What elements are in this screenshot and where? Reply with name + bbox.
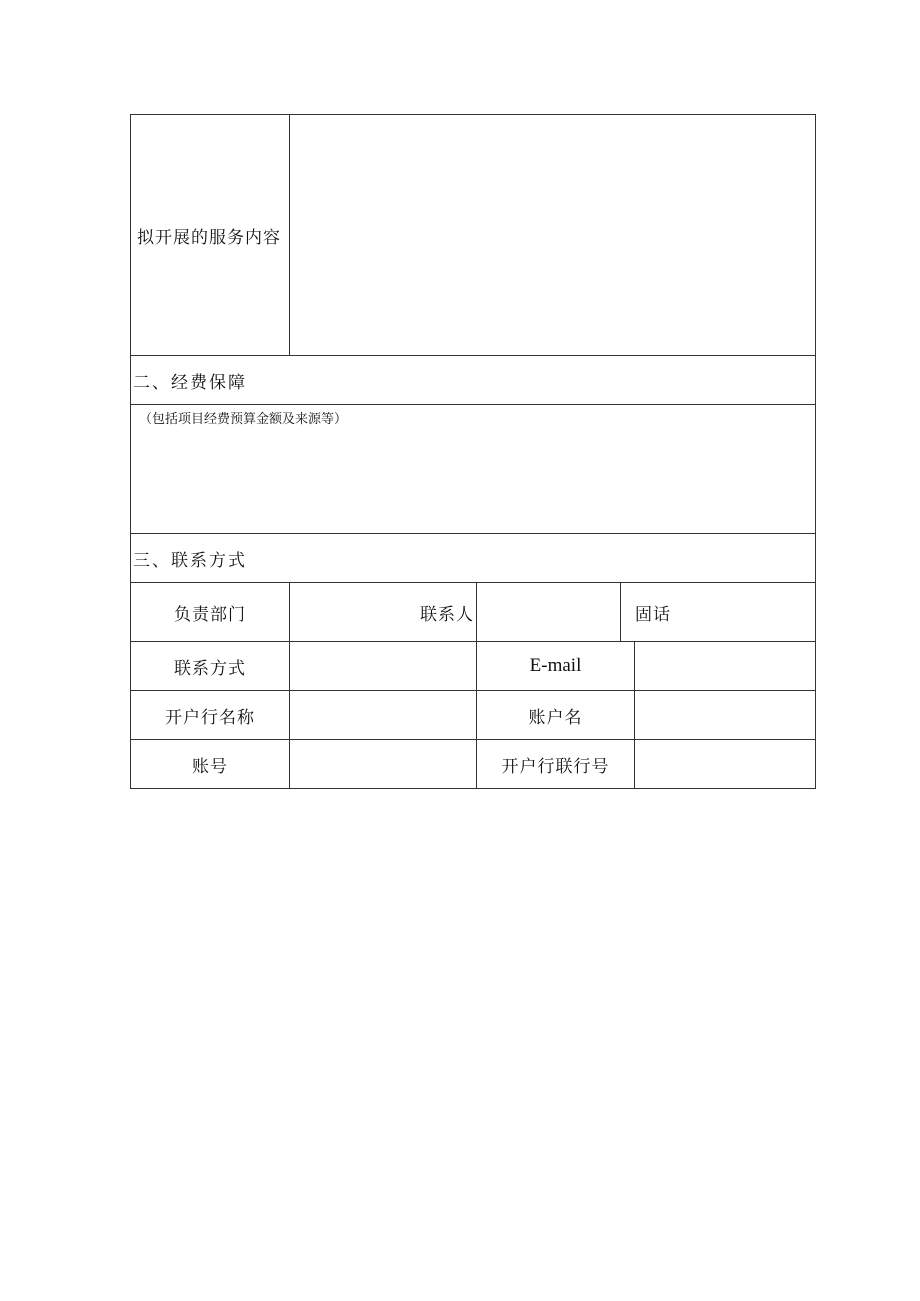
email-field[interactable] bbox=[635, 642, 816, 691]
account-name-label: 账户名 bbox=[477, 691, 635, 740]
contact-section-title: 三、联系方式 bbox=[131, 534, 816, 583]
contact-person-label: 联系人 bbox=[290, 583, 477, 642]
contact-person-field[interactable] bbox=[477, 583, 621, 642]
application-form-table bbox=[130, 114, 816, 789]
email-label: E-mail bbox=[477, 642, 635, 691]
landline-label bbox=[621, 583, 816, 642]
contact-row-4 bbox=[131, 740, 816, 789]
bank-code-field[interactable] bbox=[635, 740, 816, 789]
account-name-field[interactable] bbox=[635, 691, 816, 740]
landline-label-text: 固话 bbox=[635, 604, 671, 625]
contact-method-field[interactable] bbox=[290, 642, 477, 691]
account-number-label: 账号 bbox=[131, 740, 290, 789]
funding-note: （包括项目经费预算金额及来源等） bbox=[139, 412, 348, 427]
funding-section-row bbox=[131, 356, 816, 405]
contact-section-row bbox=[131, 534, 816, 583]
funding-section-title: 二、经费保障 bbox=[131, 356, 816, 405]
service-content-label: 拟开展的服务内容 bbox=[131, 115, 290, 356]
service-content-row bbox=[131, 115, 816, 356]
funding-detail-row bbox=[131, 405, 816, 534]
contact-row-3 bbox=[131, 691, 816, 740]
contact-row-2 bbox=[131, 642, 816, 691]
bank-name-label: 开户行名称 bbox=[131, 691, 290, 740]
bank-code-label: 开户行联行号 bbox=[477, 740, 635, 789]
bank-name-field[interactable] bbox=[290, 691, 477, 740]
account-number-field[interactable] bbox=[290, 740, 477, 789]
contact-method-label: 联系方式 bbox=[131, 642, 290, 691]
service-content-field[interactable] bbox=[290, 115, 816, 356]
funding-detail-field[interactable] bbox=[131, 405, 816, 534]
department-label: 负责部门 bbox=[131, 583, 290, 642]
contact-row-1 bbox=[131, 583, 816, 642]
